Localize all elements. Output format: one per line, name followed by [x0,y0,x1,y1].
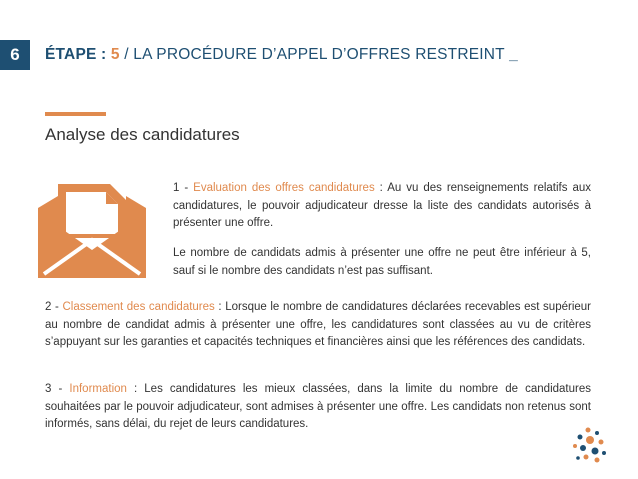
item-3-prefix: 3 - [45,383,70,395]
item-1-prefix: 1 - [173,182,194,194]
section-number-badge: 6 [0,40,30,70]
item-1-paragraph [173,180,591,233]
header-cursor: _ [509,46,518,63]
accent-bar [45,112,106,116]
item-1b-paragraph: Le nombre de candidats admis à présenter une offre ne peut être inférieur à 5, sauf si le nombre des candidats n’est pas suffisant. [173,247,591,277]
section-title: Analyse des candidatures [45,125,240,144]
header-separator: / [124,46,129,63]
step-label: ÉTAPE : [45,46,107,63]
page-title: LA PROCÉDURE D’APPEL D’OFFRES RESTREINT [133,46,505,63]
item-2-paragraph [45,299,591,352]
item-1-highlight: Evaluation des offres candidatures [193,182,375,194]
item-1-text: : Au vu des renseignements relatifs aux candidatures, le pouvoir adjudicateur dresse la liste des candidats autorisés à présenter une offre. [173,182,591,230]
envelope-icon [36,174,148,280]
page-header [45,46,618,64]
step-number: 5 [110,46,120,63]
item-3-paragraph [45,381,591,434]
item-3-text: : Les candidatures les mieux classées, dans la limite du nombre de candidatures souhaitées par le pouvoir adjudicateur, sont admises à présenter une offre. Les candidats non retenus sont informés, sans délai, du rejet de leurs candidatures. [45,383,591,431]
item-2-prefix: 2 - [45,301,63,313]
item-2-highlight: Classement des candidatures [62,301,215,313]
dots-logo-icon [571,425,607,465]
item-2-text: : Lorsque le nombre de candidatures déclarées recevables est supérieur au nombre de candidat admis à présenter une offre, les candidatures sont classées au vu de critères s’appuyant sur les garanties et capacités techniques et financières ainsi que les références des candidats. [45,301,591,349]
item-3-highlight: Information [69,383,127,395]
